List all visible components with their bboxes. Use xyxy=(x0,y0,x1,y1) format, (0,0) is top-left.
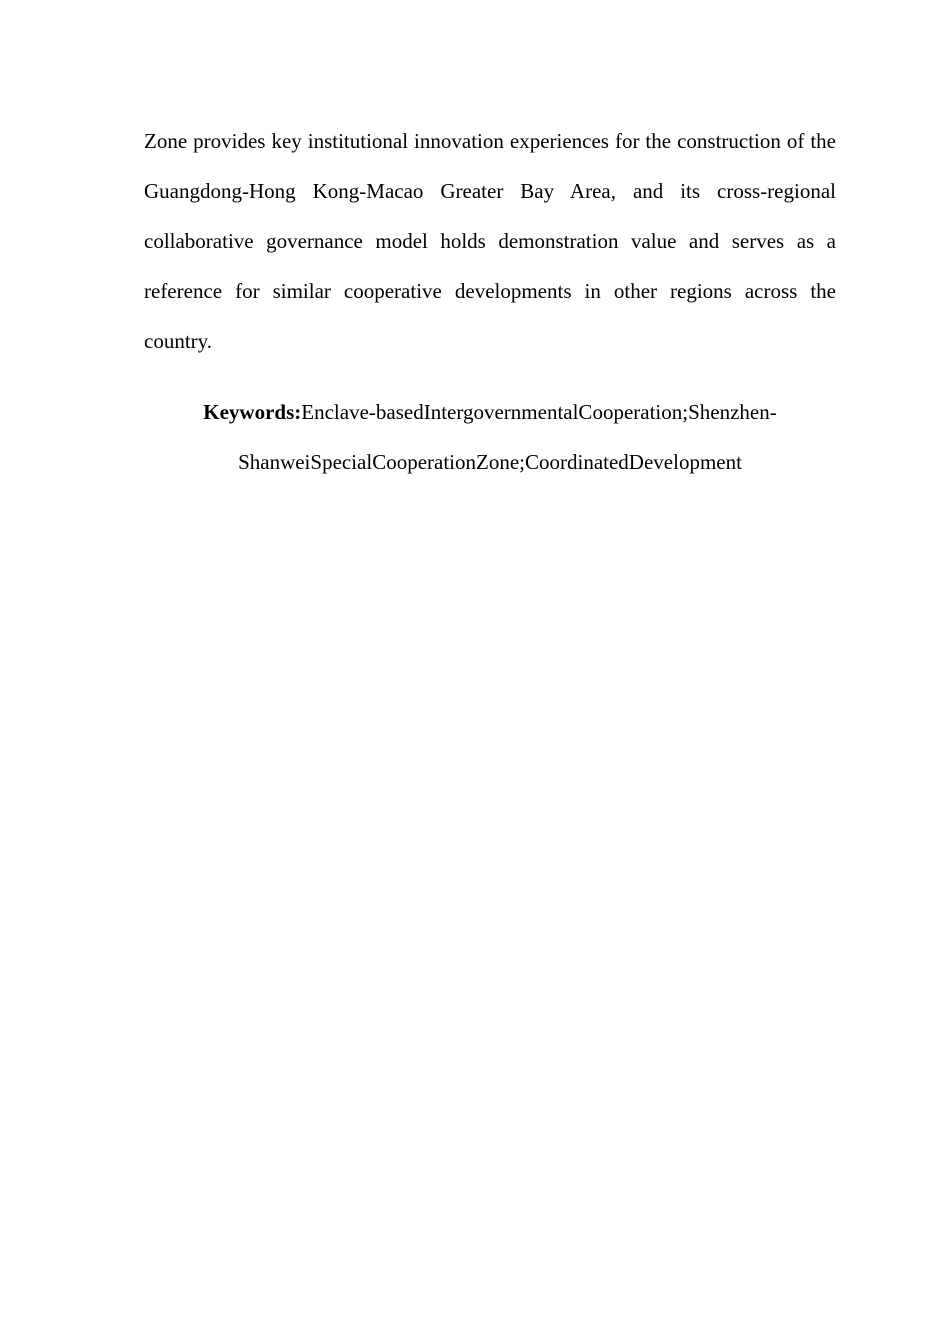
keywords-section xyxy=(144,387,836,487)
keywords-text-line-2: ShanweiSpecialCooperationZone;CoordinatedDevelopment xyxy=(238,450,742,474)
keywords-text-line-1: Enclave-basedIntergovernmentalCooperation;Shenzhen- xyxy=(301,400,777,424)
keywords-line-1 xyxy=(144,387,836,437)
abstract-paragraph: Zone provides key institutional innovation experiences for the construction of the Guangdong-Hong Kong-Macao Greater Bay Area, and its cross-regional collaborative governance model holds demonstration value and serves as a reference for similar cooperative developments in other regions across the country. xyxy=(144,129,836,353)
keywords-label: Keywords: xyxy=(203,400,302,424)
